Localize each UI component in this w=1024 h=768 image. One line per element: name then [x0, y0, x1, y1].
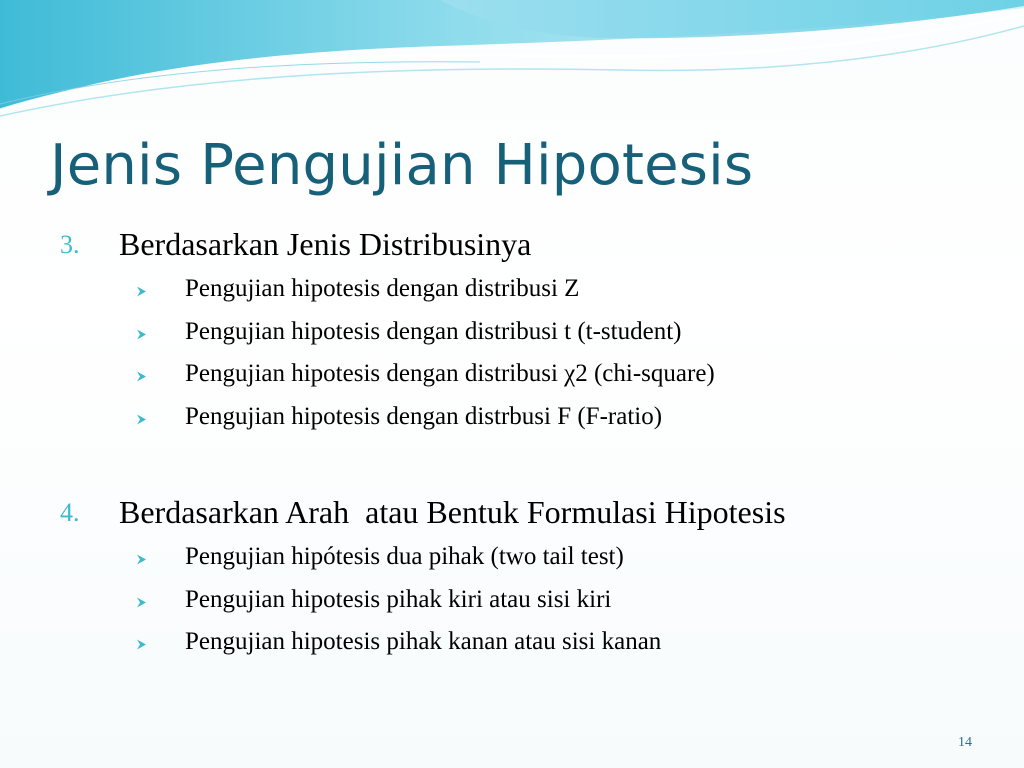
- bullet-text: Pengujian hipotesis pihak kiri atau sisi kiri: [185, 585, 612, 613]
- bullet-text: Pengujian hipotesis dengan distribusi χ2 (chi-square): [185, 360, 715, 387]
- header-wave-decoration: [0, 0, 1024, 130]
- section-number: 4.: [60, 498, 80, 527]
- bullet-list: [0, 272, 1024, 442]
- list-item: [0, 625, 1024, 668]
- arrowhead-bullet-icon: [136, 371, 147, 382]
- section-header: [0, 226, 1024, 266]
- bullet-list: [0, 540, 1024, 668]
- bullet-text: Pengujian hipotesis dengan distribusi t (t-student): [185, 317, 682, 345]
- section-heading: Berdasarkan Arah atau Bentuk Formulasi Hipotesis: [119, 494, 786, 530]
- slide-title: Jenis Pengujian Hipotesis: [50, 133, 754, 198]
- page-number: 14: [958, 735, 972, 750]
- arrowhead-bullet-icon: [136, 597, 147, 608]
- list-item: [0, 272, 1024, 315]
- list-item: [0, 400, 1024, 443]
- list-item: [0, 315, 1024, 358]
- section-heading: Berdasarkan Jenis Distribusinya: [119, 226, 532, 262]
- bullet-text: Pengujian hipotesis pihak kanan atau sisi kanan: [185, 628, 662, 655]
- bullet-text: Pengujian hipotesis dengan distrbusi F (F-ratio): [185, 402, 663, 430]
- section-header: [0, 494, 1024, 534]
- list-item: [0, 583, 1024, 626]
- list-item: [0, 357, 1024, 400]
- arrowhead-bullet-icon: [136, 414, 147, 425]
- arrowhead-bullet-icon: [136, 639, 147, 650]
- bullet-text: Pengujian hipótesis dua pihak (two tail test): [185, 543, 624, 570]
- list-item: [0, 540, 1024, 583]
- arrowhead-bullet-icon: [136, 329, 147, 340]
- section-number: 3.: [60, 230, 80, 259]
- bullet-text: Pengujian hipotesis dengan distribusi Z: [185, 275, 580, 302]
- arrowhead-bullet-icon: [136, 286, 147, 297]
- arrowhead-bullet-icon: [136, 554, 147, 565]
